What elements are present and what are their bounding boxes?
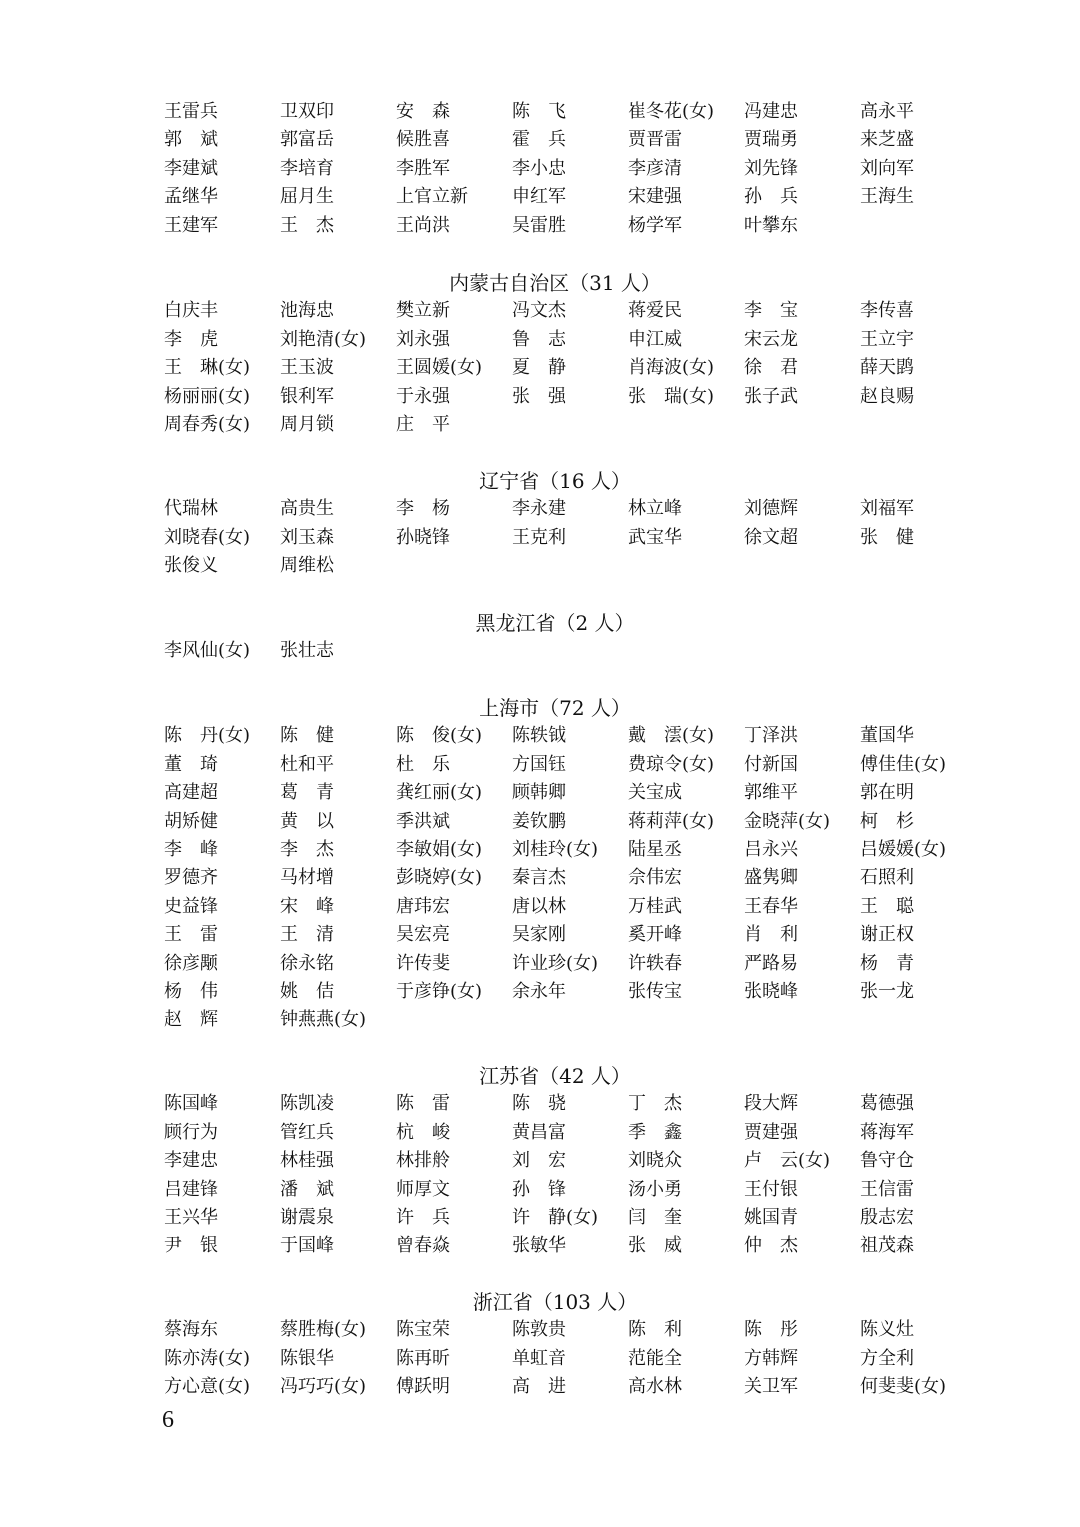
person-name: 杨 伟 <box>164 981 218 1002</box>
person-name: 李敏娟(女) <box>396 839 483 860</box>
person-name: 吴雷胜 <box>512 214 566 236</box>
person-name: 张 瑞(女) <box>628 385 715 407</box>
person-name: 陈义灶 <box>860 1319 914 1341</box>
person-name: 张传宝 <box>628 981 682 1002</box>
person-name: 石照利 <box>860 867 914 889</box>
person-name: 陈亦涛(女) <box>164 1347 251 1369</box>
person-name: 鲁 志 <box>512 328 566 350</box>
person-name: 银利军 <box>280 385 334 407</box>
person-name: 殷志宏 <box>860 1207 914 1228</box>
section-heading: 上海市（72 人） <box>479 696 631 720</box>
person-name: 董国华 <box>860 725 914 747</box>
person-name: 杨 青 <box>860 952 914 974</box>
person-name: 林桂强 <box>280 1150 334 1172</box>
person-name: 孙 锋 <box>512 1178 566 1200</box>
person-name: 刘桂玲(女) <box>512 839 599 860</box>
person-name: 张 强 <box>512 385 566 407</box>
person-name: 王雷兵 <box>164 101 218 122</box>
person-name: 孟继华 <box>164 186 218 208</box>
person-name: 张 健 <box>860 526 914 548</box>
person-name: 秦言杰 <box>512 867 566 889</box>
person-name: 季洪斌 <box>396 810 450 832</box>
person-name: 李 宝 <box>744 300 798 322</box>
person-name: 王付银 <box>744 1178 798 1200</box>
person-name: 许 静(女) <box>512 1207 599 1228</box>
person-name: 林排舲 <box>396 1150 450 1172</box>
person-name: 李 杰 <box>280 839 334 860</box>
person-name: 屈月生 <box>280 186 334 208</box>
person-name: 李风仙(女) <box>164 640 251 662</box>
person-name: 葛 青 <box>280 782 334 804</box>
person-name: 刘福军 <box>860 498 914 520</box>
person-name: 上官立新 <box>396 186 468 208</box>
person-name: 冯建忠 <box>744 101 798 122</box>
person-name: 代瑞林 <box>164 498 218 520</box>
person-name: 姚 佶 <box>280 981 334 1002</box>
person-name: 王尚洪 <box>396 214 450 236</box>
section-heading: 黑龙江省（2 人） <box>475 611 635 635</box>
person-name: 方国钰 <box>512 753 566 775</box>
person-name: 王克利 <box>512 526 566 548</box>
person-name: 郭维平 <box>744 782 798 804</box>
person-name: 鲁守仓 <box>860 1150 914 1172</box>
person-name: 唐以林 <box>512 895 566 917</box>
person-name: 师厚文 <box>396 1178 450 1200</box>
person-name: 贾建强 <box>744 1121 798 1143</box>
person-name: 万桂武 <box>628 895 682 917</box>
person-name: 叶攀东 <box>744 214 798 236</box>
person-name: 汤小勇 <box>628 1178 682 1200</box>
person-name: 蔡海东 <box>164 1319 218 1341</box>
person-name: 李彦清 <box>628 157 682 179</box>
person-name: 陈再昕 <box>396 1347 450 1369</box>
person-name: 陈 俊(女) <box>396 725 483 747</box>
person-name: 蒋爱民 <box>628 300 682 322</box>
person-name: 张敏华 <box>512 1235 566 1257</box>
person-name: 付新国 <box>744 753 798 775</box>
person-name: 王兴华 <box>164 1207 218 1228</box>
person-name: 范能全 <box>628 1347 682 1369</box>
person-name: 戴 澐(女) <box>628 725 715 747</box>
person-name: 胡矫健 <box>164 810 218 832</box>
person-name: 孙晓锋 <box>396 526 450 548</box>
person-name: 徐彦颙 <box>164 952 218 974</box>
person-name: 刘艳清(女) <box>280 328 367 350</box>
person-name: 徐文超 <box>744 526 798 548</box>
person-name: 方心意(女) <box>164 1376 251 1398</box>
person-name: 李传喜 <box>860 300 914 322</box>
person-name: 吕建锋 <box>164 1178 218 1200</box>
person-name: 许传斐 <box>396 952 450 974</box>
person-name: 张晓峰 <box>744 981 798 1002</box>
person-name: 张俊义 <box>164 555 218 577</box>
person-name: 高 进 <box>512 1376 566 1398</box>
person-name: 于国峰 <box>280 1235 334 1257</box>
person-name: 来芝盛 <box>860 129 914 151</box>
person-name: 管红兵 <box>280 1121 334 1143</box>
person-name: 龚红丽(女) <box>396 782 483 804</box>
person-name: 丁泽洪 <box>744 725 798 747</box>
person-name: 吴宏亮 <box>396 924 450 946</box>
person-name: 张壮志 <box>280 640 334 662</box>
person-name: 宋 峰 <box>280 895 334 917</box>
person-name: 宋云龙 <box>744 328 798 350</box>
person-name: 蔡胜梅(女) <box>280 1319 367 1341</box>
person-name: 肖海波(女) <box>628 357 715 379</box>
person-name: 吴家刚 <box>512 924 566 946</box>
person-name: 冯巧巧(女) <box>280 1376 367 1398</box>
person-name: 徐 君 <box>744 357 798 379</box>
person-name: 刘向军 <box>860 157 914 179</box>
person-name: 盛隽卿 <box>744 867 798 889</box>
person-name: 史益锋 <box>164 895 218 917</box>
person-name: 霍 兵 <box>512 129 566 151</box>
person-name: 李 虎 <box>164 328 218 350</box>
person-name: 方全利 <box>860 1347 914 1369</box>
person-name: 季 鑫 <box>628 1121 682 1143</box>
person-name: 严路易 <box>744 952 798 974</box>
person-name: 陈 健 <box>280 725 334 747</box>
person-name: 杜和平 <box>280 753 334 775</box>
person-name: 曾春焱 <box>396 1235 450 1257</box>
person-name: 李小忠 <box>512 157 566 179</box>
person-name: 王玉波 <box>280 357 334 379</box>
person-name: 黄昌富 <box>512 1121 566 1143</box>
person-name: 闫 奎 <box>628 1207 682 1228</box>
person-name: 王 清 <box>280 924 334 946</box>
section-heading: 辽宁省（16 人） <box>479 469 631 493</box>
person-name: 王建军 <box>164 214 218 236</box>
person-name: 高建超 <box>164 782 218 804</box>
person-name: 陈凯凌 <box>280 1093 334 1115</box>
person-name: 薛天鹍 <box>860 357 914 379</box>
person-name: 贾瑞勇 <box>744 129 798 151</box>
person-name: 王海生 <box>860 186 914 208</box>
person-name: 赵良赐 <box>860 385 914 407</box>
person-name: 方韩辉 <box>744 1347 798 1369</box>
person-name: 申红军 <box>512 186 566 208</box>
person-name: 王 雷 <box>164 924 218 946</box>
person-name: 关宝成 <box>628 782 682 804</box>
person-name: 夏 静 <box>512 357 566 379</box>
person-name: 陈 雷 <box>396 1093 450 1115</box>
person-name: 黄 以 <box>280 810 334 832</box>
person-name: 郭富岳 <box>280 129 334 151</box>
person-name: 杭 峻 <box>396 1121 450 1143</box>
person-name: 蒋莉萍(女) <box>628 810 715 832</box>
person-name: 钟燕燕(女) <box>280 1009 367 1031</box>
person-name: 佘伟宏 <box>628 867 682 889</box>
person-name: 姚国青 <box>744 1207 798 1228</box>
person-name: 于永强 <box>396 385 450 407</box>
person-name: 林立峰 <box>628 498 682 520</box>
person-name: 高贵生 <box>280 498 334 520</box>
person-name: 李 峰 <box>164 839 218 860</box>
person-name: 安 森 <box>396 101 450 122</box>
person-name: 赵 辉 <box>164 1009 218 1031</box>
person-name: 张子武 <box>744 385 798 407</box>
person-name: 刘晓春(女) <box>164 526 251 548</box>
person-name: 王春华 <box>744 895 798 917</box>
person-name: 谢震泉 <box>280 1207 334 1228</box>
person-name: 陈国峰 <box>164 1093 218 1115</box>
person-name: 刘玉森 <box>280 526 334 548</box>
person-name: 仲 杰 <box>744 1235 798 1257</box>
person-name: 杨丽丽(女) <box>164 385 251 407</box>
person-name: 彭晓婷(女) <box>396 867 483 889</box>
person-name: 杨学军 <box>628 214 682 236</box>
section-heading: 江苏省（42 人） <box>479 1064 631 1088</box>
person-name: 冯文杰 <box>512 300 566 322</box>
person-name: 庄 平 <box>396 414 450 435</box>
person-name: 崔冬花(女) <box>628 101 715 122</box>
person-name: 武宝华 <box>628 526 682 548</box>
person-name: 马材增 <box>280 867 334 889</box>
person-name: 卫双印 <box>280 101 334 122</box>
person-name: 陈 丹(女) <box>164 725 251 747</box>
person-name: 陈宝荣 <box>396 1319 450 1341</box>
person-name: 余永年 <box>512 981 566 1002</box>
person-name: 何斐斐(女) <box>860 1376 947 1398</box>
person-name: 李永建 <box>512 498 566 520</box>
person-name: 祖茂森 <box>860 1235 914 1257</box>
person-name: 唐玮宏 <box>396 895 450 917</box>
person-name: 候胜喜 <box>396 129 450 151</box>
person-name: 许业珍(女) <box>512 952 599 974</box>
person-name: 吕永兴 <box>744 839 798 860</box>
person-name: 樊立新 <box>396 300 450 322</box>
person-name: 陈银华 <box>280 1347 334 1369</box>
person-name: 郭 斌 <box>164 129 218 151</box>
person-name: 徐永铭 <box>280 952 334 974</box>
person-name: 许 兵 <box>396 1207 450 1228</box>
person-name: 高水林 <box>628 1376 682 1398</box>
person-name: 刘 宏 <box>512 1150 566 1172</box>
person-name: 周春秀(女) <box>164 414 251 435</box>
person-name: 肖 利 <box>744 924 798 946</box>
person-name: 周维松 <box>280 555 334 577</box>
person-name: 奚开峰 <box>628 924 682 946</box>
person-name: 陆星丞 <box>628 839 682 860</box>
person-name: 王信雷 <box>860 1178 914 1200</box>
person-name: 白庆丰 <box>164 300 218 322</box>
person-name: 罗德齐 <box>164 867 218 889</box>
person-name: 姜钦鹏 <box>512 810 566 832</box>
person-name: 柯 杉 <box>860 810 914 832</box>
person-name: 董 琦 <box>164 753 218 775</box>
person-name: 王 聪 <box>860 895 914 917</box>
person-name: 高永平 <box>860 101 914 122</box>
person-name: 池海忠 <box>280 300 334 322</box>
person-name: 陈 彤 <box>744 1319 798 1341</box>
person-name: 贾晋雷 <box>628 129 682 151</box>
person-name: 于彦铮(女) <box>396 981 483 1002</box>
person-name: 金晓萍(女) <box>744 810 831 832</box>
page-number: 6 <box>162 1407 174 1433</box>
person-name: 顾韩卿 <box>512 782 566 804</box>
person-name: 刘先锋 <box>744 157 798 179</box>
person-name: 李培育 <box>280 157 334 179</box>
person-name: 张 威 <box>628 1235 682 1257</box>
person-name: 刘永强 <box>396 328 450 350</box>
person-name: 杜 乐 <box>396 753 450 775</box>
person-name: 陈 飞 <box>512 101 566 122</box>
person-name: 王 琳(女) <box>164 357 251 379</box>
section-heading: 浙江省（103 人） <box>472 1290 638 1314</box>
person-name: 刘晓众 <box>628 1150 682 1172</box>
person-name: 傅佳佳(女) <box>860 753 947 775</box>
person-name: 宋建强 <box>628 186 682 208</box>
person-name: 王圆媛(女) <box>396 357 483 379</box>
person-name: 刘德辉 <box>744 498 798 520</box>
person-name: 关卫军 <box>744 1376 798 1398</box>
person-name: 孙 兵 <box>744 186 798 208</box>
person-name: 许轶春 <box>628 952 682 974</box>
section-heading: 内蒙古自治区（31 人） <box>449 271 661 295</box>
person-name: 张一龙 <box>860 981 914 1002</box>
person-name: 李 杨 <box>396 498 450 520</box>
person-name: 申江威 <box>628 328 682 350</box>
person-name: 段大辉 <box>744 1093 798 1115</box>
person-name: 顾行为 <box>164 1121 218 1143</box>
person-name: 吕媛媛(女) <box>860 839 947 860</box>
person-name: 谢正权 <box>860 924 914 946</box>
person-name: 李建斌 <box>164 157 218 179</box>
person-name: 陈 骁 <box>512 1093 566 1115</box>
person-name: 傅跃明 <box>396 1376 450 1398</box>
person-name: 蒋海军 <box>860 1121 914 1143</box>
person-name: 李建忠 <box>164 1150 218 1172</box>
person-name: 葛德强 <box>860 1093 914 1115</box>
person-name: 尹 银 <box>164 1235 218 1257</box>
person-name: 潘 斌 <box>280 1178 334 1200</box>
person-name: 李胜军 <box>396 157 450 179</box>
person-name: 卢 云(女) <box>744 1150 831 1172</box>
person-name: 丁 杰 <box>628 1093 682 1115</box>
person-name: 郭在明 <box>860 782 914 804</box>
person-name: 王 杰 <box>280 214 334 236</box>
person-name: 王立宇 <box>860 328 914 350</box>
person-name: 单虹音 <box>512 1347 566 1369</box>
person-name: 周月锁 <box>280 414 334 435</box>
person-name: 费琼令(女) <box>628 753 715 775</box>
person-name: 陈轶钺 <box>512 725 566 747</box>
person-name: 陈敦贵 <box>512 1319 566 1341</box>
person-name: 陈 利 <box>628 1319 682 1341</box>
